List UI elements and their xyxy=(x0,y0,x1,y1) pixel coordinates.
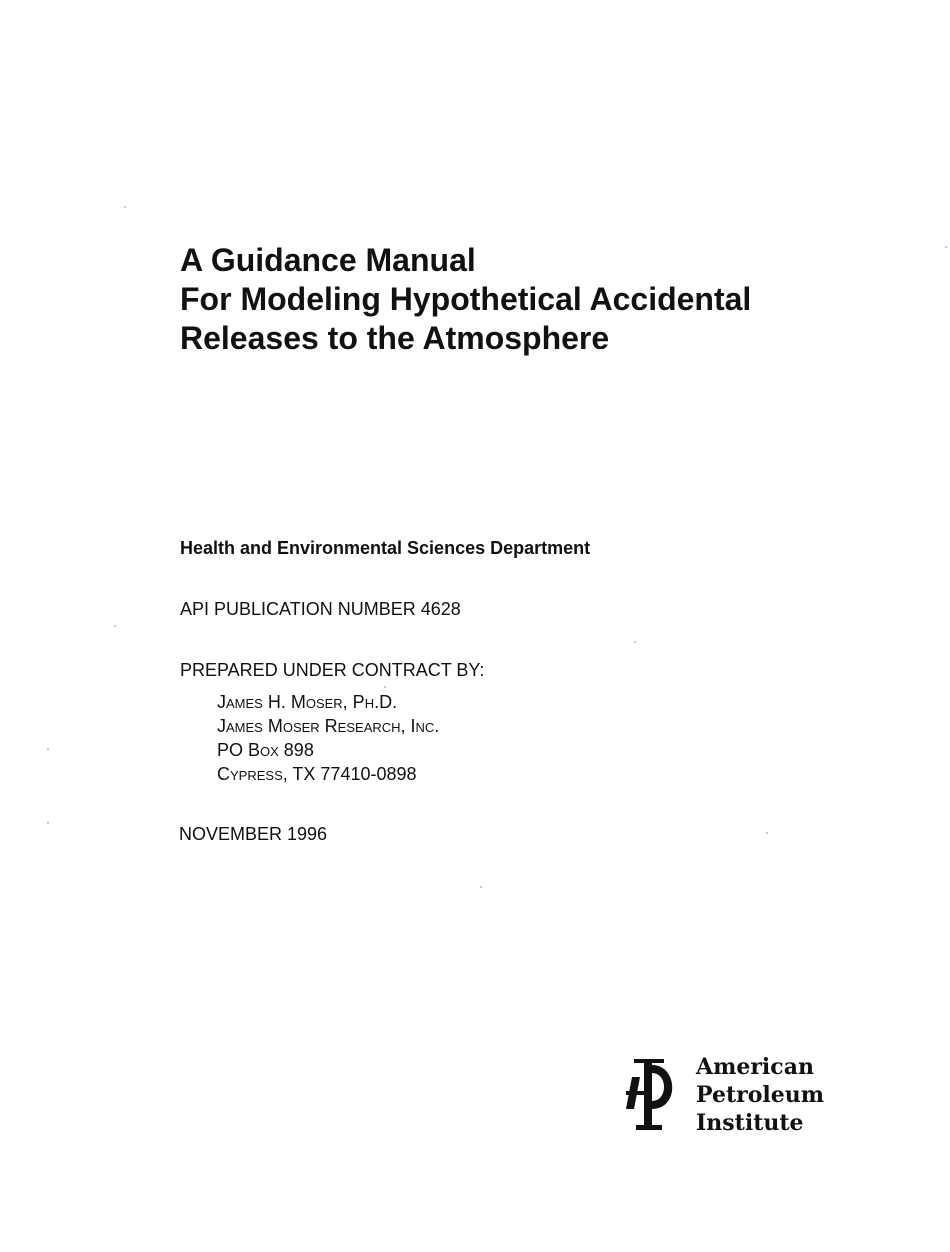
address-line-pobox: PO Box 898 xyxy=(217,740,314,760)
scan-speck xyxy=(634,641,636,643)
publisher-logo xyxy=(622,1053,825,1137)
scan-speck xyxy=(384,686,386,688)
scan-speck xyxy=(480,886,482,888)
title-line-1: A Guidance Manual xyxy=(180,242,476,278)
scan-speck xyxy=(114,625,116,627)
document-title xyxy=(180,241,880,358)
scan-speck xyxy=(766,832,768,834)
department-heading: Health and Environmental Sciences Department xyxy=(180,538,591,558)
publication-number: API PUBLICATION NUMBER 4628 xyxy=(180,599,461,619)
scan-speck xyxy=(47,822,49,824)
prepared-by-label: PREPARED UNDER CONTRACT BY: xyxy=(180,660,485,680)
address-line-company: James Moser Research, Inc. xyxy=(217,716,440,736)
api-monogram-icon xyxy=(622,1057,682,1135)
scan-speck xyxy=(124,206,126,208)
publication-date: NOVEMBER 1996 xyxy=(179,824,328,844)
scan-speck xyxy=(945,246,947,248)
title-line-3: Releases to the Atmosphere xyxy=(180,320,610,356)
publisher-line-1: American xyxy=(696,1054,814,1080)
address-line-city: Cypress, TX 77410-0898 xyxy=(217,764,417,784)
address-line-name: James H. Moser, Ph.D. xyxy=(217,692,398,712)
scan-speck xyxy=(47,748,49,750)
publisher-line-2: Petroleum xyxy=(696,1082,825,1108)
publisher-line-3: Institute xyxy=(696,1110,804,1136)
title-line-2: For Modeling Hypothetical Accidental xyxy=(180,281,752,317)
publisher-name xyxy=(696,1053,824,1137)
contractor-address xyxy=(217,690,439,786)
